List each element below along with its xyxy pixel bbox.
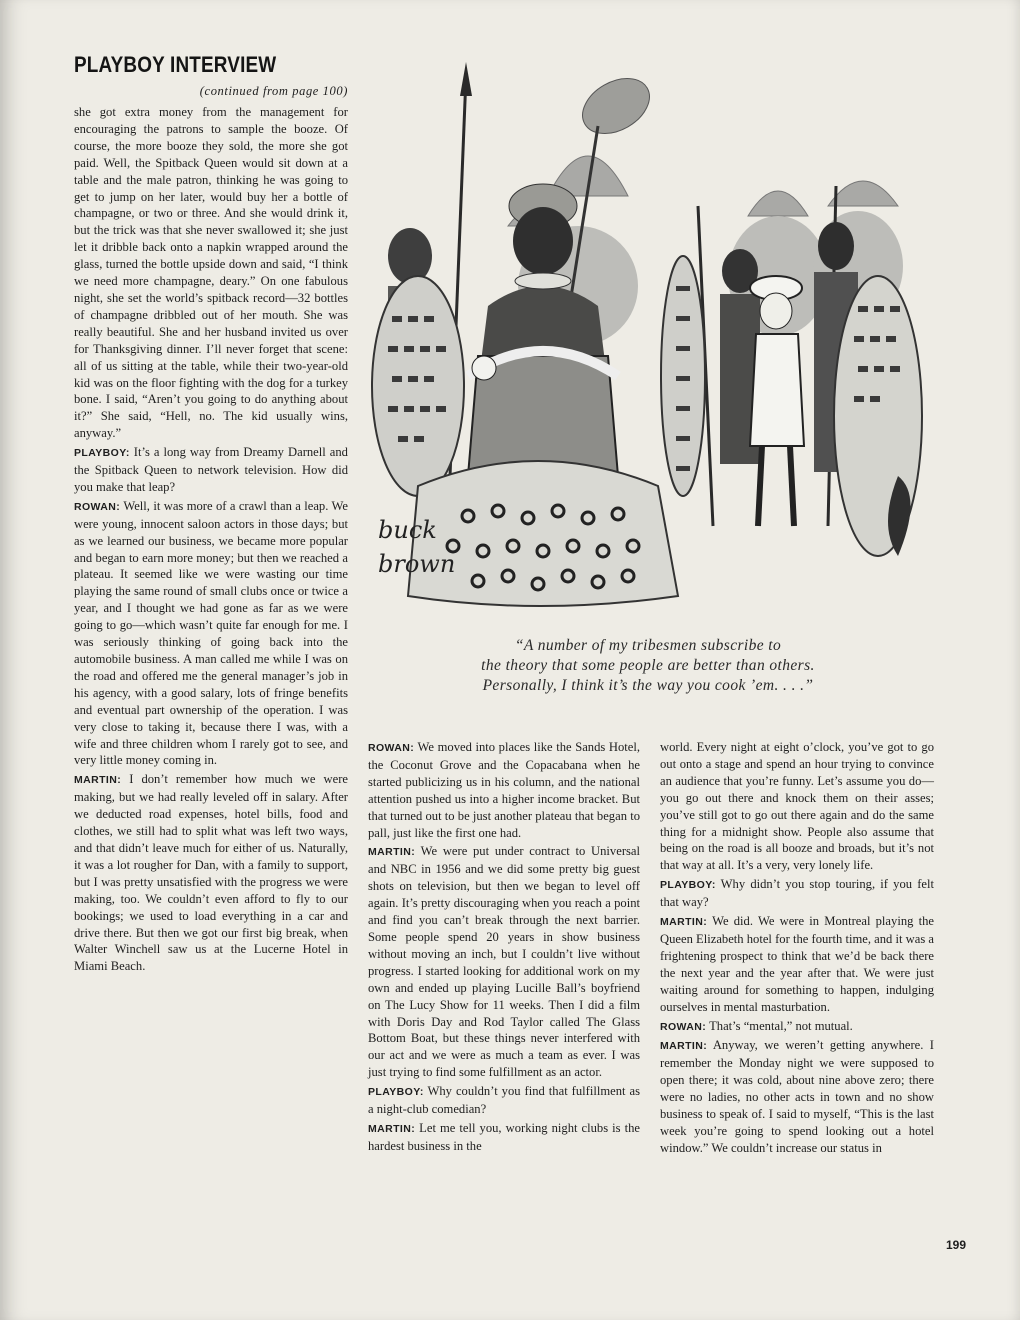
paragraph-text: world. Every night at eight o’clock, you’ve got to go out onto a stage and spend an hour trying to convince an audience that you’re funny. Let’s assume you do—you go out there and knock them on their asses; you’ve still got to go out there again and do the same thing for a midnight show. People also assume that being on the road is all booze and broads, but it’s not that way at all. It’s a very, very lonely life. [660,740,934,873]
paragraph-text: That’s “mental,” not mutual. [709,1018,853,1033]
paragraph-text: We were put under contract to Universal and NBC in 1956 and we did some pretty big guest shots on television, but then we began to level off again. It’s pretty discouraging when you reach a point and find you can’t break through the next barrier. Some people spend 20 years in show business without moving an inch, but I couldn’t live without progress. I started looking for additional work on my own and ended up playing Lucille Ball’s boyfriend on The Lucy Show for 11 weeks. Then I did a film with Doris Day and Rod Taylor called The Glass Bottom Boat, but these things never interfered with our act and we were as much a team as ever. I was just trying to find some fulfillment as an actor. [368,844,640,1080]
cartoon-illustration [358,56,938,616]
interview-paragraph [368,1120,640,1155]
paragraph-text: Why didn’t you stop touring, if you felt that way? [660,877,935,910]
speaker-label: MARTIN: [660,916,708,929]
page-title: PLAYBOY INTERVIEW [74,52,277,77]
caption-line: “A number of my tribesmen subscribe to [514,637,782,654]
speaker-label: ROWAN: [368,742,415,754]
paragraph-text: she got extra money from the management for encouraging the patrons to sample the booze. Of course, the more booze they sold, the more she got paid. Well, the Spitback Queen would sit down at a table and the male patron, thinking he was going to get to jump on her later, would buy her a bottle of champagne, or two or three. And she would drink it, but the trick was that she never swallowed it; she just let it dribble back onto a napkin wrapped around the glass, turned the bottle upside down and said, “I think we need more champagne, deary.” On one fabulous night, she set the world’s spitback record—32 bottles of champagne dribbled out of her mouth. She was really beautiful. She and her husband invited us over for Thanksgiving dinner. I’ll never forget that scene: all of us sitting at the table, while their two-year-old kid was on the floor fighting with the dog for a turkey bone. I said, “Aren’t you going to do anything about it?” She said, “Hell, no. The kid usually wins, anyway.” [74,105,348,441]
column-middle [368,739,640,1157]
interview-paragraph [368,843,640,1081]
speaker-label: MARTIN: [74,774,122,787]
caption-line: the theory that some people are better than others. [481,657,815,674]
speaker-label: ROWAN: [660,1020,707,1033]
cartoon-caption [408,636,888,696]
page-number: 199 [946,1238,967,1252]
speaker-label: MARTIN: [368,1122,416,1135]
speaker-label: MARTIN: [368,846,416,859]
column-left [74,104,348,977]
paragraph-text: Let me tell you, working night clubs is the hardest business in the [368,1120,640,1153]
interview-paragraph [74,444,348,496]
interview-paragraph [74,104,348,442]
paragraph-text: Why couldn’t you find that fulfillment as a night-club comedian? [368,1084,641,1117]
interview-paragraph [74,771,348,975]
interview-paragraph [660,739,934,874]
interview-paragraph [660,876,934,911]
interview-paragraph [660,1018,934,1036]
interview-paragraph [660,1037,934,1156]
continued-note: (continued from page 100) [199,84,348,98]
paragraph-text: I don’t remember how much we were making, but we had really leveled off in salary. After we deducted road expenses, hotel bills, food and clothes, we still had to split what was left two ways, and that didn’t leave much for either of us. Naturally, it was a lot rougher for Dan, with a family to support, but I was pretty unsatisfied with the progress we were making, too. We couldn’t even afford to fly to our bookings; we used to load everything in a car and drive there. But then we got our first big break, when Walter Winchell saw us at the Lucerne Hotel in Miami Beach. [74,772,349,974]
interview-paragraph [660,913,934,1015]
artist-signature-last: brown [378,550,456,578]
column-right [660,739,934,1159]
paragraph-text: Well, it was more of a crawl than a leap. We were young, innocent saloon actors in those days; but as we learned our business, we became more popular and began to earn more money; but then we reached a plateau. It seemed like we were wasting our time playing the same round of small clubs once or twice a year, and I thought we had gone as far as we were going to go—which wasn’t quite far enough for me. I was seriously thinking of going back into the automobile business. A man called me while I was on the road and offered me the general manager’s job in his agency, with a good salary, lots of fringe benefits and eventual part ownership of the operation. I was very close to taking it, because there I was, with a wife and three children whom I rarely got to see, and very little money coming in. [74,498,348,768]
speaker-label: MARTIN: [660,1040,708,1053]
speaker-label: ROWAN: [74,500,121,513]
paragraph-text: We moved into places like the Sands Hotel, the Coconut Grove and the Copacabana when he started publicizing us in his column, and the national attention pushed us into a higher income bracket. But that turned out to be just another plateau that began to pall, just like the first one had. [368,740,641,840]
speaker-label: PLAYBOY: [368,1086,424,1099]
speaker-label: PLAYBOY: [660,879,716,892]
interview-paragraph [368,739,640,841]
paragraph-text: Anyway, we weren’t getting anywhere. I remember the Monday night we were supposed to open there; it was cold, about nine above zero; there were no ladies, no other acts in town and no show business to speak of. I said to myself, “This is the last week you’re going to spend looking out a hotel window.” We couldn’t increase our status in [660,1038,934,1155]
interview-paragraph [74,498,348,770]
interview-paragraph [368,1083,640,1118]
speaker-label: PLAYBOY: [74,447,130,460]
caption-line: Personally, I think it’s the way you cook ’em. . . .” [482,677,814,694]
paragraph-text: It’s a long way from Dreamy Darnell and the Spitback Queen to network television. How did you make that leap? [74,445,348,494]
paragraph-text: We did. We were in Montreal playing the Queen Elizabeth hotel for the fourth time, and it was a frightening prospect to think that we’d be back there the next year and the year after that. We were just waiting around for something to happen, indulging ourselves in mental masturbation. [660,914,934,1014]
artist-signature-first: buck [378,516,437,544]
